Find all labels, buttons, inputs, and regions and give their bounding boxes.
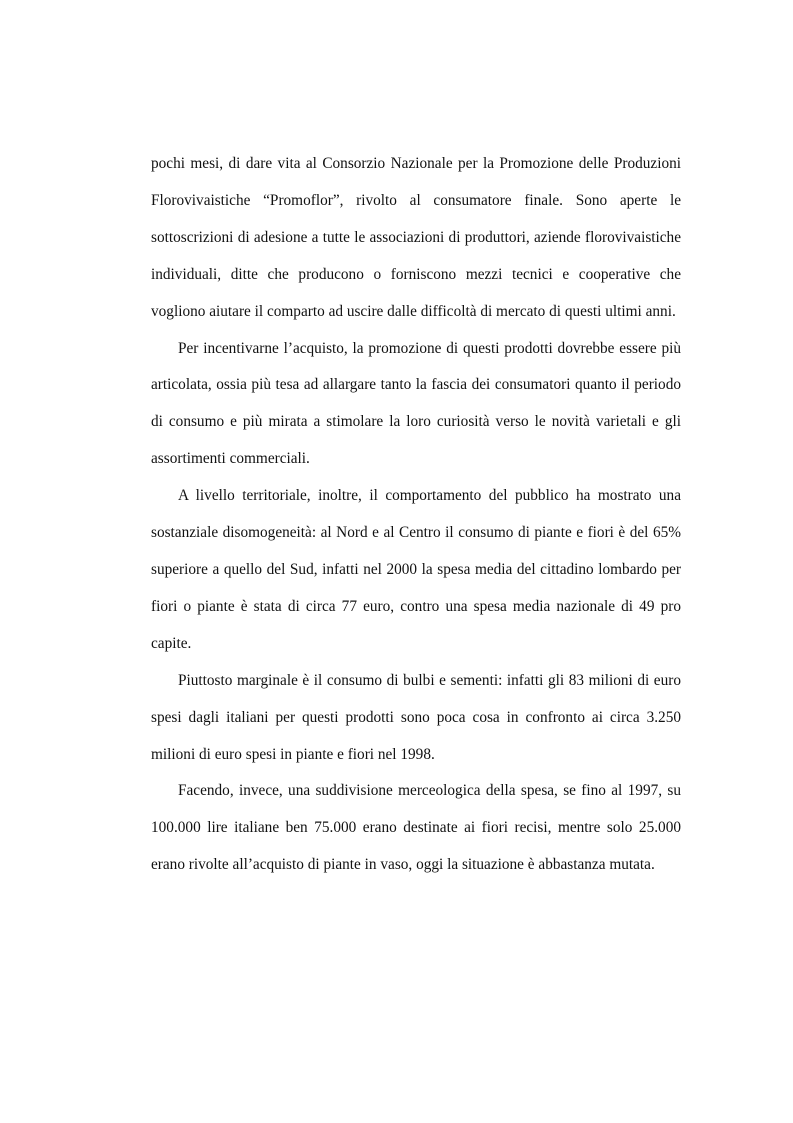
paragraph-promotion: Per incentivarne l’acquisto, la promozione di questi prodotti dovrebbe essere più articolata, ossia più tesa ad allargare tanto la fascia dei consumatori quanto il periodo di consumo e più mirata a stimolare la loro curiosità verso le novità varietali e gli assortimenti commerciali. [151, 339, 681, 468]
paragraph-bulbs-seeds: Piuttosto marginale è il consumo di bulbi e sementi: infatti gli 83 milioni di euro spesi dagli italiani per questi prodotti sono poca cosa in confronto ai circa 3.250 milioni di euro spesi in piante e fiori nel 1998. [151, 671, 681, 763]
paragraph-territorial: A livello territoriale, inoltre, il comportamento del pubblico ha mostrato una sostanziale disomogeneità: al Nord e al Centro il consumo di piante e fiori è del 65% superiore a quello del Sud, infatti nel 2000 la spesa media del cittadino lombardo per fiori o piante è stata di circa 77 euro, contro una spesa media nazionale di 49 pro capite. [151, 487, 681, 652]
paragraph-continuation: pochi mesi, di dare vita al Consorzio Nazionale per la Promozione delle Produzioni Florovivaistiche “Promoflor”, rivolto al consumatore finale. Sono aperte le sottoscrizioni di adesione a tutte le associazioni di produttori, aziende florovivaistiche individuali, ditte che producono o forniscono mezzi tecnici e cooperative che vogliono aiutare il comparto ad uscire dalle difficoltà di mercato di questi ultimi anni. [151, 155, 681, 320]
body-text [151, 146, 681, 884]
paragraph-merchandise: Facendo, invece, una suddivisione merceologica della spesa, se fino al 1997, su 100.000 lire italiane ben 75.000 erano destinate ai fiori recisi, mentre solo 25.000 erano rivolte all’acquisto di piante in vaso, oggi la situazione è abbastanza mutata. [151, 782, 681, 874]
